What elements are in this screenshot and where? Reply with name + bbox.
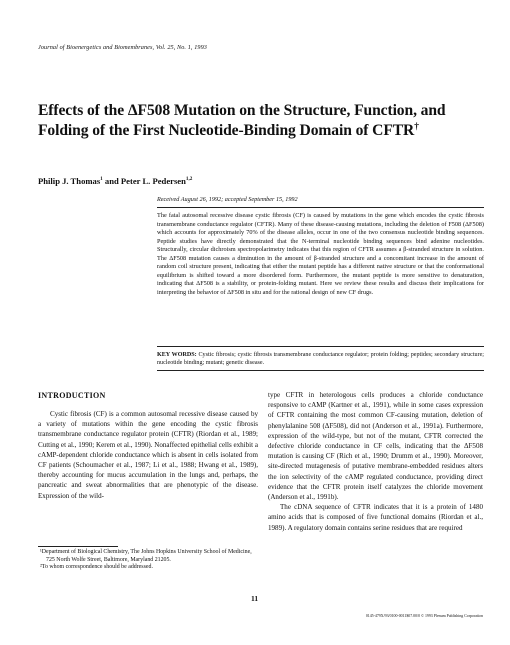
keywords-text: Cystic fibrosis; cystic fibrosis transmembrane conductance regulator; protein folding; peptides; secondary structure; nucleotide binding; mutant; genetic disease.: [157, 352, 484, 367]
footnote-rule: [38, 546, 118, 547]
body-paragraph: type CFTR in heterologous cells produces a chloride conductance responsive to cAMP (Kartner et al., 1991), while in some cases expression of CFTR containing the most common CF-causing mutation, deletion of phenylalanine 508 (ΔF508), did not (Anderson et al., 1991a). Furthermore, expression of the wild-type, but not of the mutant, CFTR corrected the defective chloride conductance in CF cells, indicating that the ΔF508 mutation is causing CF (Rich et al., 1990; Drumm et al., 1990). Moreover, site-directed mutagenesis of putative membrane-embedded residues alters the ion selectivity of the cAMP regulated conductance, providing direct evidence that the CFTR protein itself catalyzes the chloride movement (Anderson et al., 1991b).: [268, 391, 483, 502]
footnote: ¹Department of Biological Chemistry, The Johns Hopkins University School of Medicine, 725 North Wolfe Street, Baltimore, Maryland 21205.: [40, 549, 252, 563]
journal-citation: Journal of Bioenergetics and Biomembranes, Vol. 25, No. 1, 1993: [38, 44, 207, 51]
body-paragraph: The cDNA sequence of CFTR indicates that it is a protein of 1480 amino acids that is composed of five functional domains (Riordan et al., 1989). A regulatory domain contains serine residues that are required: [268, 503, 483, 532]
article-title: [38, 101, 483, 141]
right-column: [268, 390, 483, 533]
left-column: [38, 409, 258, 501]
title-footnote-mark: †: [414, 121, 419, 132]
keywords-label: KEY WORDS:: [157, 352, 197, 358]
abstract-bottom-rule: [157, 346, 484, 347]
author-line: [38, 176, 192, 186]
author-name: Philip J. Thomas: [38, 176, 101, 186]
author-affiliation-mark: 1: [100, 176, 103, 183]
section-heading: INTRODUCTION: [38, 391, 106, 400]
title-text: Effects of the ΔF508 Mutation on the Structure, Function, and Folding of the First Nucleotide-Binding Domain of CFTR: [38, 102, 446, 139]
abstract: The fatal autosomal recessive disease cystic fibrosis (CF) is caused by mutations in the gene which encodes the cystic fibrosis transmembrane conductance regulator (CFTR). Many of these disease-causing mutations, including the deletion of F508 (ΔF508) which accounts for approximately 70% of the disease alleles, occur in one of the two consensus nucleotide binding sequences. Peptide studies have directly demonstrated that the N-terminal nucleotide binding sequences bind adenine nucleotides. Structurally, circular dichroism spectropolarimetry indicates that this region of CFTR assumes a β-stranded structure in solution. The ΔF508 mutation causes a diminution in the amount of β-stranded structure and a concomitant increase in the amount of random coil structure present, indicating that either the mutant peptide has a different native structure or that the conformational equilibrium is shifted toward a more disordered form. Furthermore, the mutant peptide is more sensitive to denaturation, indicating that ΔF508 is a stability, or protein-folding mutant. Here we review these results and discuss their implications for interpreting the behavior of ΔF508 in situ and for the rational design of new CF drugs.: [157, 212, 484, 296]
keywords-bottom-rule: [157, 370, 484, 371]
received-dates: Received August 26, 1992; accepted September 15, 1992: [157, 196, 298, 203]
footnote: ²To whom correspondence should be addressed.: [40, 564, 153, 571]
author-affiliation-mark: 1,2: [185, 176, 193, 183]
footnotes: [38, 549, 258, 572]
copyright-line: 0145-479X/93/0100-0011$07.00/0 © 1993 Plenum Publishing Corporation: [365, 614, 483, 618]
page-number: 11: [251, 594, 259, 603]
author-conjunction: and: [102, 176, 121, 186]
body-paragraph: Cystic fibrosis (CF) is a common autosomal recessive disease caused by a variety of mutations within the gene encoding the cystic fibrosis transmembrane conductance regulator protein (CFTR) (Riordan et al., 1989; Cutting et al., 1990; Kerem et al., 1990). Nonaffected epithelial cells exhibit a cAMP-dependent chloride conductance which is absent in cells isolated from CF patients (Schoumacher et al., 1987; Li et al., 1988; Hwang et al., 1989), thereby accounting for mucus accumulation in the lungs and, perhaps, the pancreatic and sweat abnormalities that are phenotypic of the disease. Expression of the wild-: [38, 410, 258, 500]
author-name: Peter L. Pedersen: [120, 176, 186, 186]
keywords: [157, 351, 484, 368]
abstract-top-rule: [157, 207, 484, 208]
